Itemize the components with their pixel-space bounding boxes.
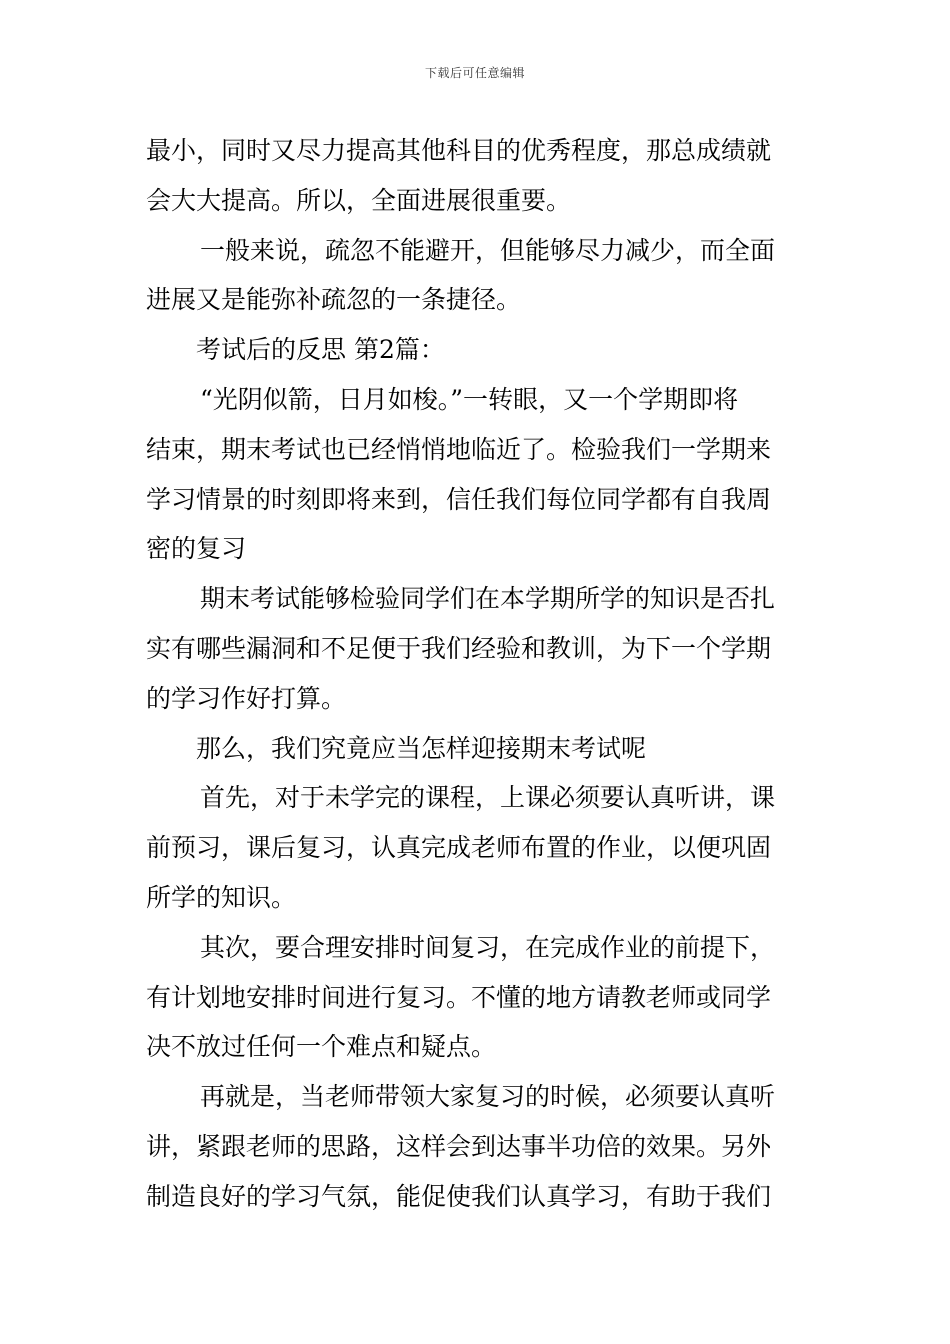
page-header: 下载后可任意编辑 [424, 66, 525, 80]
text-line: 制造良好的学习气氛，能促使我们认真学习，有助于我们 [146, 1181, 772, 1211]
text-line: 再就是，当老师带领大家复习的时候，必须要认真听 [200, 1082, 776, 1112]
text-line: 一般来说，疏忽不能避开，但能够尽力减少，而全面 [200, 235, 776, 265]
text-line: 进展又是能弥补疏忽的一条捷径。 [146, 285, 522, 315]
text-line: 其次，要合理安排时间复习，在完成作业的前提下， [200, 932, 776, 962]
section-heading: 考试后的反思 第2篇： [196, 335, 445, 365]
text-line: 的学习作好打算。 [146, 683, 347, 713]
text-line: 实有哪些漏洞和不足便于我们经验和教训，为下一个学期 [146, 633, 772, 663]
text-line: 期末考试能够检验同学们在本学期所学的知识是否扎 [200, 584, 776, 614]
text-line: 那么，我们究竟应当怎样迎接期末考试呢 [196, 733, 647, 763]
text-line: 密的复习 [146, 534, 247, 564]
text-line: 会大大提高。所以，全面进展很重要。 [146, 185, 572, 215]
text-line: “光阴似箭，日月如梭。”一转眼，又一个学期即将 [200, 384, 739, 414]
text-line: 有计划地安排时间进行复习。不懂的地方请教老师或同学 [146, 982, 772, 1012]
text-line: 决不放过任何一个难点和疑点。 [146, 1032, 497, 1062]
text-line: 所学的知识。 [146, 882, 297, 912]
text-line: 前预习，课后复习，认真完成老师布置的作业，以便巩固 [146, 833, 772, 863]
text-line: 讲，紧跟老师的思路，这样会到达事半功倍的效果。另外 [146, 1131, 772, 1161]
text-line: 结束，期末考试也已经悄悄地临近了。检验我们一学期来 [146, 434, 772, 464]
text-line: 最小，同时又尽力提高其他科目的优秀程度，那总成绩就 [146, 136, 772, 165]
text-line: 学习情景的时刻即将来到，信任我们每位同学都有自我周 [146, 484, 772, 514]
document-body [146, 126, 810, 1222]
text-line: 首先，对于未学完的课程，上课必须要认真听讲，课 [200, 783, 776, 813]
